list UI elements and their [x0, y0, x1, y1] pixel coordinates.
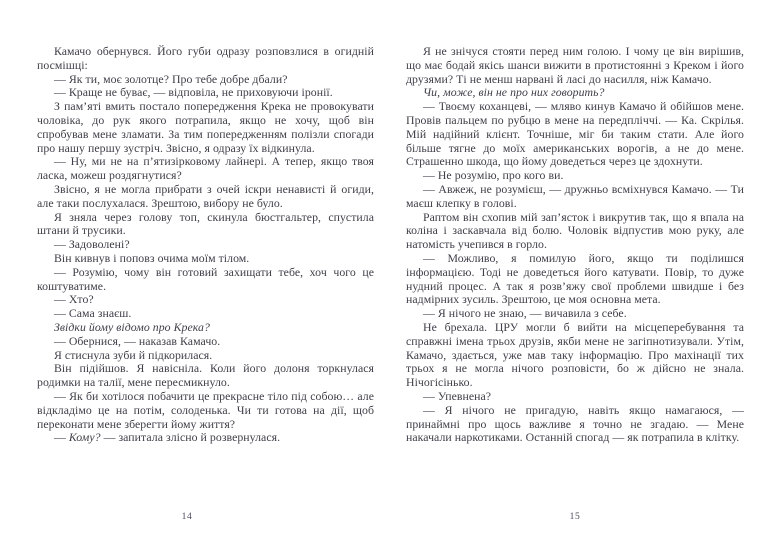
text-segment: — Краще не буває, — відповіла, не приховуючи іронії.: [54, 85, 333, 100]
text-segment: Я зняла через голову топ, скинула бюстгальтер, спустила штани й трусики.: [37, 209, 374, 238]
text-segment: — Авжеж, не розумієш, — дружньо всміхнувся Камачо. — Ти маєш клепку в голові.: [406, 181, 744, 210]
text-segment: — Як би хотілося побачити це прекрасне тіло під собою… але відкладімо це на потім, солоденька. Чи ти готова на дії, щоб переконати мене зберегти йому життя?: [37, 388, 374, 431]
paragraph: [37, 390, 374, 431]
paragraph: [37, 266, 374, 294]
text-segment: — Ну, ми не на п’ятизірковому лайнері. А тепер, якщо твоя ласка, можеш роздягнутися?: [37, 154, 374, 183]
paragraph: [406, 183, 744, 211]
text-segment: — Я нічого не знаю, — вичавила з себе.: [423, 306, 627, 321]
text-segment: — Сама знаєш.: [54, 306, 132, 321]
text-segment: Раптом він схопив мій зап’ясток і викрутив так, що я впала на коліна і заскавчала від болю. Чоловік відпустив мою руку, але натомість учепився в горло.: [406, 209, 744, 252]
paragraph: [406, 404, 744, 445]
text-segment: — Задоволені?: [54, 237, 130, 252]
paragraph: [37, 73, 374, 87]
paragraph: [37, 45, 374, 73]
text-segment: Я стиснула зуби й підкорилася.: [54, 347, 213, 362]
text-segment: Камачо обернувся. Його губи одразу розповзлися в огидній посмішці:: [37, 44, 374, 72]
text-segment: Він кивнув і поповз очима моїм тілом.: [54, 250, 250, 265]
paragraph: [37, 321, 374, 335]
text-segment: — Не розумію, про кого ви.: [423, 168, 564, 183]
text-segment: Він підійшов. Я навісніла. Коли його долоня торкнулася родимки на талії, мене пересмикнуло.: [37, 361, 374, 390]
paragraph: [37, 238, 374, 252]
paragraph: [37, 431, 374, 445]
text-segment: Звісно, я не могла прибрати з очей іскри ненависті й огиди, але таки послухалася. Зрештою, вибору не було.: [37, 181, 374, 210]
right-page-number: 15: [569, 512, 581, 522]
left-page-text: [37, 45, 374, 445]
paragraph: [406, 390, 744, 404]
left-page-number: 14: [181, 512, 193, 522]
paragraph: [406, 211, 744, 252]
text-segment: —: [54, 430, 69, 445]
paragraph: [406, 252, 744, 307]
right-page-text: [406, 45, 744, 445]
text-segment: — Твоєму коханцеві, — мляво кинув Камачо й обійшов мене. Провів пальцем по рубцю в мене на передпліччі. — Ка. Скрілья. Мій надійний клієнт. Точніше, міг би таким стати. Але його більше тягне до моїх американських ворогів, а не до мене. Страшенно шкода, що йому доведеться через це здохнути.: [406, 99, 744, 169]
paragraph: [37, 183, 374, 211]
paragraph: [37, 293, 374, 307]
paragraph: [406, 86, 744, 100]
text-segment: — Як ти, моє золотце? Про тебе добре дбали?: [54, 71, 288, 86]
text-segment: З пам’яті вмить постало попередження Крека не провокувати чоловіка, до рук якого потрапила, якщо не хочу, щоб він спробував мене зламати. За тим попередженням полізли спогади про нашу першу зустріч. Звісно, я одразу їх відкинула.: [37, 99, 374, 155]
paragraph: [406, 100, 744, 169]
italic-text-segment: Чи, може, він не про них говорить?: [423, 85, 605, 100]
paragraph: [37, 155, 374, 183]
paragraph: [406, 169, 744, 183]
italic-text-segment: Кому?: [68, 430, 101, 445]
text-segment: Я не знічуся стояти перед ним голою. І чому це він вирішив, що має бодай якісь шанси вижити в протистоянні з Креком і його друзями? Ті не менш нарвані й ласі до насилля, ніж Камачо.: [406, 44, 744, 86]
text-segment: — Обернися, — наказав Камачо.: [54, 333, 221, 348]
paragraph: [406, 45, 744, 86]
text-segment: Не брехала. ЦРУ могли б вийти на місцеперебування та справжні імена трьох друзів, якби мене не загіпнотизували. Утім, Камачо, здається, уже мав таку інформацію. Про махінації тих трьох я не могла нічого розповісти, бо ж дійсно не знала. Нічогісінько.: [406, 319, 744, 390]
italic-text-segment: Звідки йому відомо про Крека?: [54, 319, 210, 334]
paragraph: [37, 335, 374, 349]
text-segment: — Упевнена?: [423, 388, 492, 403]
paragraph: [406, 321, 744, 390]
paragraph: [37, 100, 374, 155]
text-segment: — Хто?: [54, 292, 94, 307]
paragraph: [37, 307, 374, 321]
paragraph: [37, 86, 374, 100]
paragraph: [37, 211, 374, 239]
text-segment: — Я нічого не пригадую, навіть якщо намагаюся, — принаймні про щось важливе я точно не згадаю. — Мене накачали наркотиками. Останній спогад — як потрапила в клітку.: [406, 402, 744, 445]
paragraph: [37, 252, 374, 266]
text-segment: — Можливо, я помилую його, якщо ти поділишся інформацією. Тоді не доведеться його катувати. Повір, то дуже нудний процес. А так я розв’яжу свої проблеми швидше і без надмірних зусиль. Зрештою, це моя основна мета.: [406, 250, 744, 307]
text-segment: — Розумію, чому він готовий захищати тебе, хоч чого це коштуватиме.: [37, 264, 374, 293]
paragraph: [37, 362, 374, 390]
paragraph: [37, 349, 374, 363]
text-segment: — запитала злісно й розвернулася.: [100, 430, 281, 445]
paragraph: [406, 307, 744, 321]
